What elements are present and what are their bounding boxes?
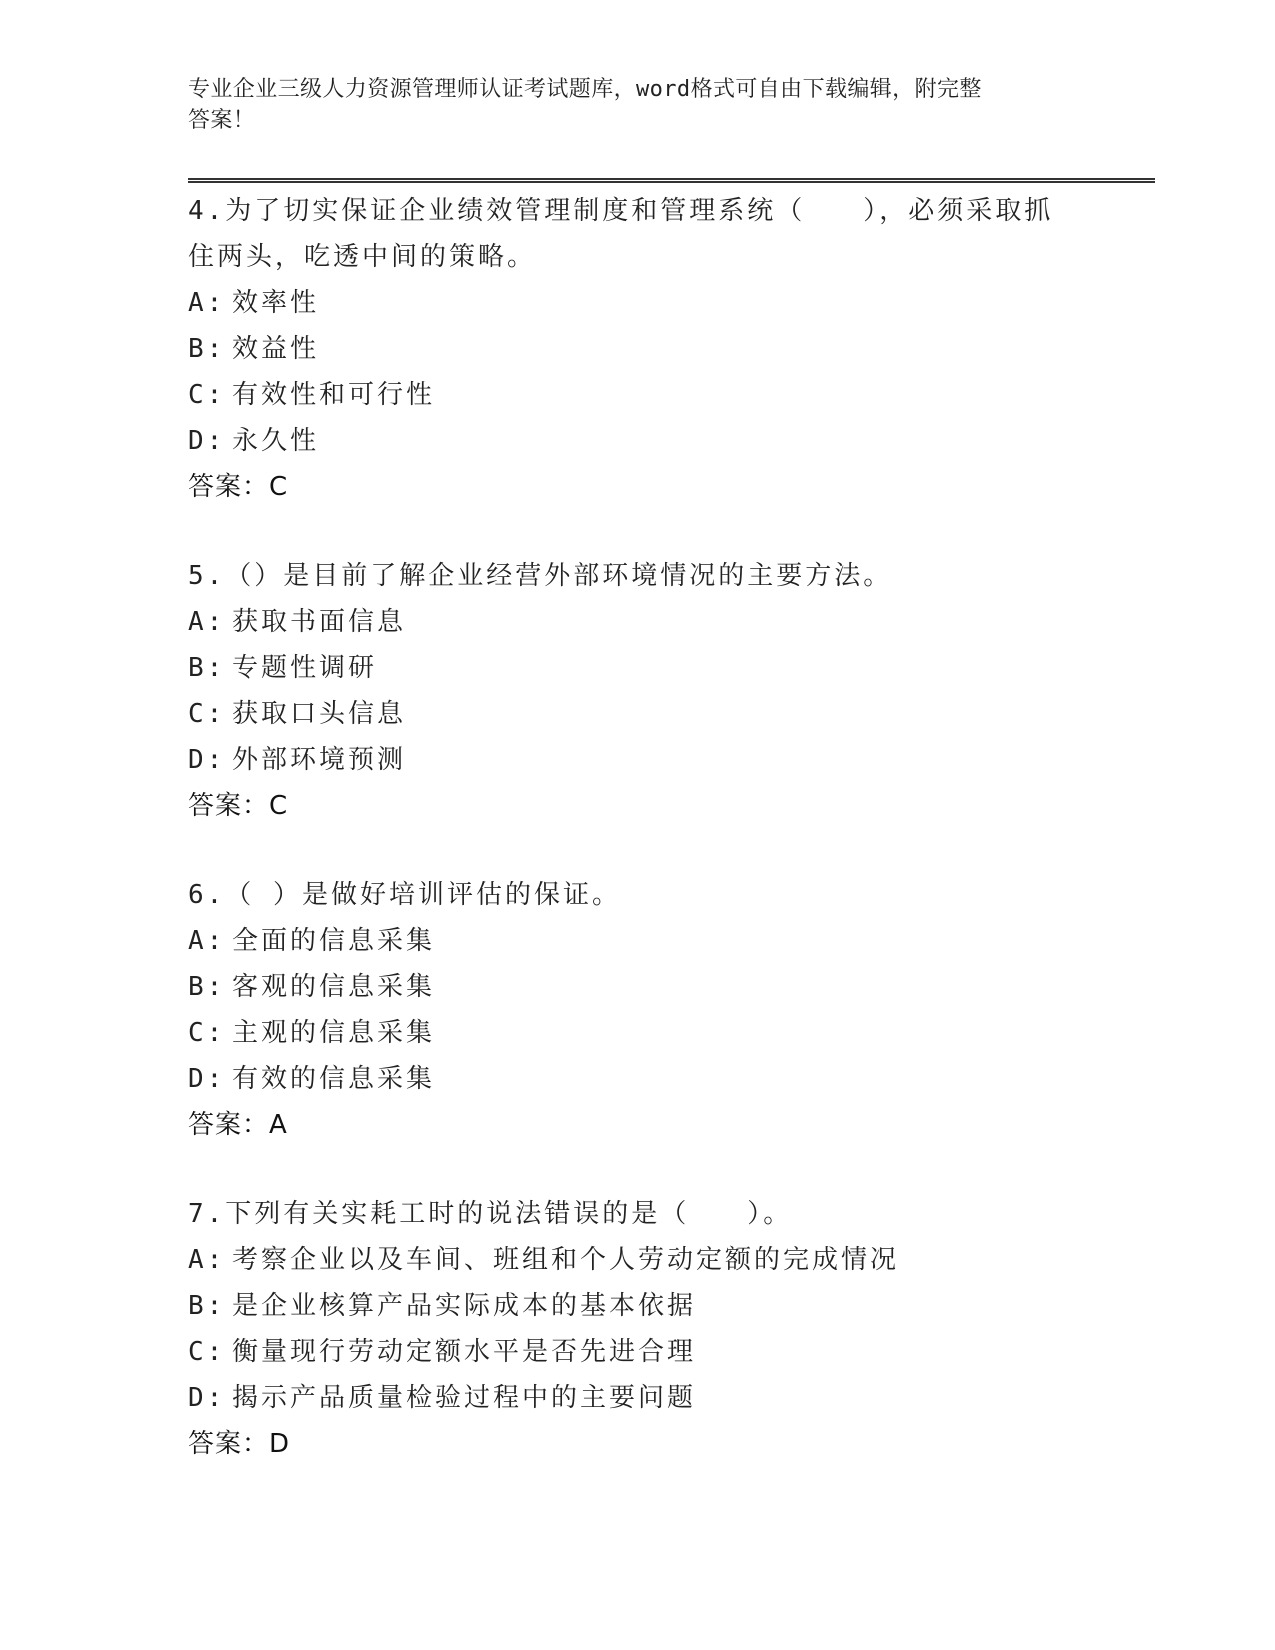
option-text: 有效性和可行性 — [232, 380, 436, 410]
option-a — [188, 918, 1068, 964]
option-text: 衡量现行劳动定额水平是否先进合理 — [232, 1337, 697, 1367]
option-text: 永久性 — [232, 426, 320, 456]
question-stem-line-2: 住两头，吃透中间的策略。 — [188, 242, 537, 272]
option-text: 主观的信息采集 — [232, 1018, 436, 1048]
answer-line: 答案：C — [188, 472, 289, 502]
option-letter: D: — [188, 745, 226, 775]
question-stem-line-1: 7.下列有关实耗工时的说法错误的是（ ）。 — [188, 1199, 793, 1229]
option-letter: A: — [188, 288, 226, 318]
option-letter: C: — [188, 1337, 226, 1367]
option-letter: A: — [188, 1245, 226, 1275]
option-letter: B: — [188, 653, 226, 683]
header-line-1: 专业企业三级人力资源管理师认证考试题库，word格式可自由下载编辑，附完整 — [188, 77, 982, 102]
option-text: 外部环境预测 — [232, 745, 407, 775]
option-text: 效率性 — [232, 288, 320, 318]
option-d — [188, 1375, 1068, 1421]
option-letter: B: — [188, 972, 226, 1002]
option-b — [188, 645, 1068, 691]
option-text: 获取口头信息 — [232, 699, 407, 729]
option-d — [188, 418, 1068, 464]
question-stem-line-1: 6.（ ）是做好培训评估的保证。 — [188, 880, 621, 910]
option-b — [188, 964, 1068, 1010]
option-text: 获取书面信息 — [232, 607, 407, 637]
question-6 — [188, 872, 1068, 1148]
option-text: 揭示产品质量检验过程中的主要问题 — [232, 1383, 697, 1413]
option-b — [188, 1283, 1068, 1329]
document-header — [188, 74, 1058, 136]
answer-line: 答案：D — [188, 1429, 291, 1459]
question-stem-line-1: 5.（）是目前了解企业经营外部环境情况的主要方法。 — [188, 561, 893, 591]
option-letter: B: — [188, 334, 226, 364]
option-letter: C: — [188, 699, 226, 729]
header-divider — [188, 178, 1155, 183]
option-letter: D: — [188, 1064, 226, 1094]
option-c — [188, 1329, 1068, 1375]
option-text: 全面的信息采集 — [232, 926, 436, 956]
option-letter: A: — [188, 607, 226, 637]
question-4 — [188, 188, 1068, 510]
option-b — [188, 326, 1068, 372]
option-c — [188, 691, 1068, 737]
option-a — [188, 1237, 1068, 1283]
option-text: 效益性 — [232, 334, 320, 364]
option-letter: C: — [188, 380, 226, 410]
option-letter: B: — [188, 1291, 226, 1321]
option-text: 是企业核算产品实际成本的基本依据 — [232, 1291, 697, 1321]
option-letter: C: — [188, 1018, 226, 1048]
option-text: 专题性调研 — [232, 653, 378, 683]
option-letter: A: — [188, 926, 226, 956]
option-letter: D: — [188, 426, 226, 456]
option-letter: D: — [188, 1383, 226, 1413]
question-5 — [188, 553, 1068, 829]
answer-line: 答案：A — [188, 1110, 288, 1140]
option-text: 有效的信息采集 — [232, 1064, 436, 1094]
option-d — [188, 1056, 1068, 1102]
option-a — [188, 599, 1068, 645]
question-stem-line-1: 4.为了切实保证企业绩效管理制度和管理系统（ ），必须采取抓 — [188, 196, 1054, 226]
option-a — [188, 280, 1068, 326]
option-text: 客观的信息采集 — [232, 972, 436, 1002]
header-line-2: 答案！ — [188, 108, 256, 133]
option-c — [188, 372, 1068, 418]
question-7 — [188, 1191, 1068, 1467]
option-text: 考察企业以及车间、班组和个人劳动定额的完成情况 — [232, 1245, 900, 1275]
option-c — [188, 1010, 1068, 1056]
option-d — [188, 737, 1068, 783]
answer-line: 答案：C — [188, 791, 289, 821]
